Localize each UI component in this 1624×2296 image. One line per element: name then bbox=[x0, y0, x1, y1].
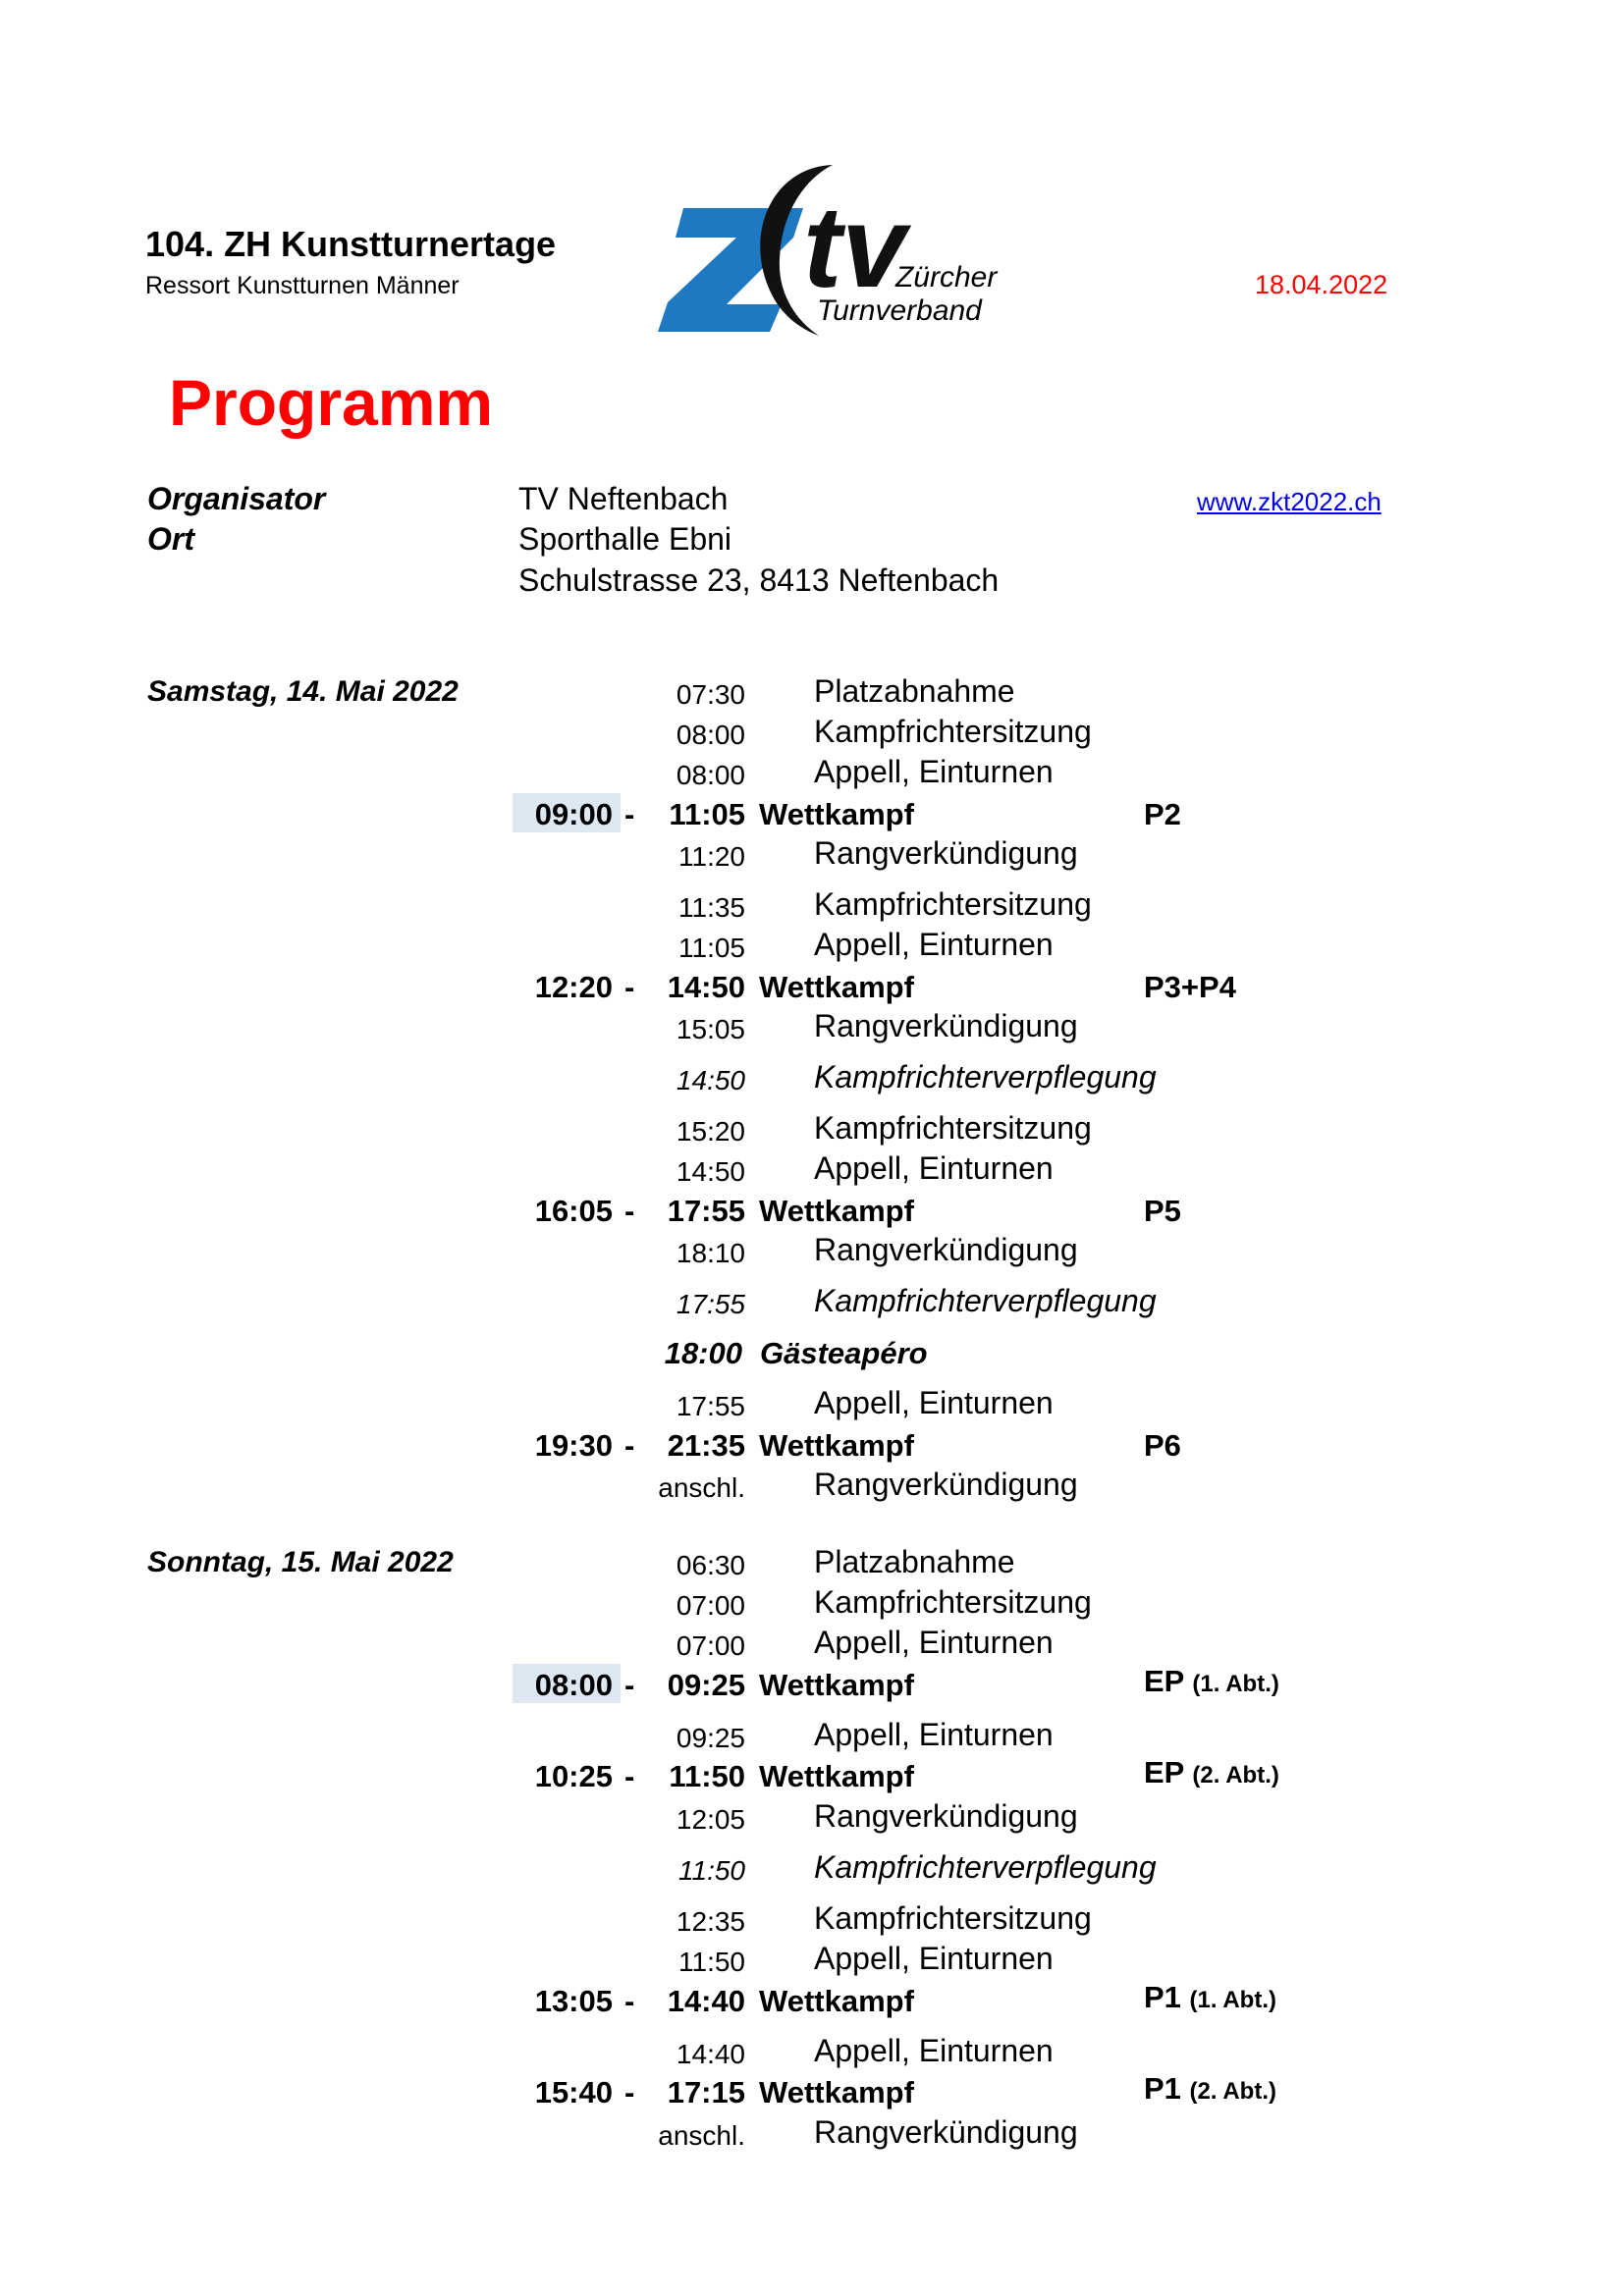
schedule-row bbox=[0, 1150, 1624, 1190]
start-time: 09:00 bbox=[534, 797, 613, 831]
schedule-row bbox=[0, 1467, 1624, 1506]
place-value: Sporthalle Ebni bbox=[518, 521, 732, 557]
row-label: Wettkampf bbox=[759, 2075, 914, 2109]
row-time: 18:00 bbox=[664, 1336, 742, 1370]
row-time: 09:25 bbox=[676, 1723, 745, 1753]
schedule-row bbox=[0, 1900, 1624, 1940]
end-time: 14:40 bbox=[667, 1984, 745, 2018]
end-time: 17:55 bbox=[667, 1194, 745, 1228]
end-time: 14:50 bbox=[667, 970, 745, 1004]
schedule-row bbox=[0, 1849, 1624, 1889]
category-division: (2. Abt.) bbox=[1189, 2078, 1276, 2105]
logo-text-turnverband: Turnverband bbox=[817, 294, 982, 327]
row-time: 17:55 bbox=[676, 1289, 745, 1319]
end-time: 11:50 bbox=[669, 1759, 745, 1793]
row-time: 14:50 bbox=[676, 1156, 745, 1187]
row-time: 14:50 bbox=[676, 1065, 745, 1095]
document-date: 18.04.2022 bbox=[1255, 270, 1388, 299]
category-code: P5 bbox=[1144, 1194, 1181, 1228]
competition-row bbox=[0, 2073, 1624, 2112]
row-time: 07:30 bbox=[676, 679, 745, 710]
row-time: 15:20 bbox=[676, 1116, 745, 1147]
row-label: Wettkampf bbox=[759, 1428, 914, 1463]
row-label: Kampfrichterverpflegung bbox=[814, 1283, 1157, 1318]
row-label: Appell, Einturnen bbox=[814, 1717, 1054, 1752]
ressort-subtitle: Ressort Kunstturnen Männer bbox=[145, 272, 460, 299]
row-time: 11:35 bbox=[678, 892, 745, 923]
row-label: Kampfrichtersitzung bbox=[814, 714, 1092, 749]
category-division: (1. Abt.) bbox=[1192, 1671, 1279, 1697]
start-time: 19:30 bbox=[534, 1428, 613, 1463]
row-time: 07:00 bbox=[676, 1590, 745, 1621]
category bbox=[1144, 1980, 1276, 2015]
row-label: Appell, Einturnen bbox=[814, 927, 1054, 962]
row-time: 12:05 bbox=[676, 1804, 745, 1835]
address-value: Schulstrasse 23, 8413 Neftenbach bbox=[518, 562, 1000, 598]
schedule-row bbox=[0, 927, 1624, 966]
row-time: 12:35 bbox=[676, 1906, 745, 1937]
category-division: (2. Abt.) bbox=[1192, 1762, 1279, 1789]
schedule-row bbox=[0, 1625, 1624, 1664]
row-time: 11:05 bbox=[678, 933, 745, 963]
category bbox=[1144, 970, 1236, 1005]
row-label: Wettkampf bbox=[759, 1194, 914, 1228]
row-label: Appell, Einturnen bbox=[814, 754, 1054, 789]
row-time: 17:55 bbox=[676, 1391, 745, 1421]
row-time: anschl. bbox=[658, 2120, 745, 2151]
sunday-heading: Sonntag, 15. Mai 2022 bbox=[147, 1546, 454, 1578]
row-label: Platzabnahme bbox=[814, 673, 1015, 709]
row-label: Appell, Einturnen bbox=[814, 1150, 1054, 1186]
schedule-row bbox=[0, 1110, 1624, 1149]
end-time: 09:25 bbox=[667, 1668, 745, 1702]
row-label: Kampfrichtersitzung bbox=[814, 886, 1092, 922]
schedule-row bbox=[0, 835, 1624, 875]
row-label: Rangverkündigung bbox=[814, 1798, 1078, 1834]
start-time: 08:00 bbox=[534, 1668, 613, 1702]
time-dash: - bbox=[624, 1428, 635, 1463]
schedule-row bbox=[0, 1232, 1624, 1271]
row-time: 14:40 bbox=[676, 2039, 745, 2069]
end-time: 21:35 bbox=[667, 1428, 745, 1463]
category-code: EP bbox=[1144, 1755, 1184, 1789]
schedule-row bbox=[0, 714, 1624, 753]
schedule-row bbox=[0, 1798, 1624, 1838]
row-label: Kampfrichtersitzung bbox=[814, 1900, 1092, 1936]
schedule-row bbox=[0, 2114, 1624, 2154]
row-label: Rangverkündigung bbox=[814, 1467, 1078, 1502]
category-division: (1. Abt.) bbox=[1189, 1987, 1276, 2013]
schedule-row bbox=[0, 1283, 1624, 1322]
competition-row bbox=[0, 1192, 1624, 1231]
category-code: P6 bbox=[1144, 1428, 1181, 1463]
row-time: 08:00 bbox=[676, 760, 745, 790]
organizer-value: TV Neftenbach bbox=[518, 481, 729, 516]
row-label: Platzabnahme bbox=[814, 1544, 1015, 1579]
row-label: Appell, Einturnen bbox=[814, 1625, 1054, 1660]
category-code: P1 bbox=[1144, 2071, 1181, 2106]
row-time: 08:00 bbox=[676, 720, 745, 750]
place-label: Ort bbox=[147, 521, 194, 557]
row-label: Wettkampf bbox=[759, 970, 914, 1004]
category bbox=[1144, 797, 1181, 832]
category-code: EP bbox=[1144, 1664, 1184, 1698]
schedule-row bbox=[0, 673, 1624, 713]
schedule-row bbox=[0, 1008, 1624, 1047]
row-time: 15:05 bbox=[676, 1014, 745, 1044]
schedule-row bbox=[0, 1385, 1624, 1424]
row-time: 11:50 bbox=[678, 1947, 745, 1977]
row-label: Wettkampf bbox=[759, 1668, 914, 1702]
competition-row bbox=[0, 1757, 1624, 1796]
time-dash: - bbox=[624, 1194, 635, 1228]
category bbox=[1144, 1664, 1279, 1699]
schedule-row bbox=[0, 886, 1624, 926]
category-code: P2 bbox=[1144, 797, 1181, 831]
schedule-row bbox=[0, 1717, 1624, 1756]
logo-tv-letters: tv bbox=[803, 183, 906, 312]
row-label: Wettkampf bbox=[759, 1984, 914, 2018]
start-time: 15:40 bbox=[534, 2075, 613, 2109]
row-label: Rangverkündigung bbox=[814, 1008, 1078, 1043]
row-label: Kampfrichtersitzung bbox=[814, 1110, 1092, 1146]
category bbox=[1144, 1755, 1279, 1790]
competition-row bbox=[0, 1982, 1624, 2021]
end-time: 17:15 bbox=[667, 2075, 745, 2109]
start-time: 16:05 bbox=[534, 1194, 613, 1228]
category bbox=[1144, 1194, 1181, 1229]
time-dash: - bbox=[624, 797, 635, 831]
start-time: 12:20 bbox=[534, 970, 613, 1004]
category-code: P3+P4 bbox=[1144, 970, 1236, 1004]
row-label: Appell, Einturnen bbox=[814, 2033, 1054, 2068]
row-label: Rangverkündigung bbox=[814, 835, 1078, 871]
competition-row bbox=[0, 795, 1624, 834]
time-dash: - bbox=[624, 1668, 635, 1702]
website-link[interactable]: www.zkt2022.ch bbox=[1197, 487, 1381, 516]
row-label: Wettkampf bbox=[759, 1759, 914, 1793]
row-label: Appell, Einturnen bbox=[814, 1941, 1054, 1976]
schedule-row bbox=[0, 1544, 1624, 1583]
start-time: 13:05 bbox=[534, 1984, 613, 2018]
row-time: 11:20 bbox=[678, 841, 745, 872]
row-label: Appell, Einturnen bbox=[814, 1385, 1054, 1420]
time-dash: - bbox=[624, 2075, 635, 2109]
schedule-row bbox=[0, 2033, 1624, 2072]
schedule-row bbox=[0, 754, 1624, 793]
row-label: Gästeapéro bbox=[760, 1336, 928, 1370]
time-dash: - bbox=[624, 970, 635, 1004]
row-label: Kampfrichterverpflegung bbox=[814, 1059, 1157, 1095]
row-time: 18:10 bbox=[676, 1238, 745, 1268]
start-time: 10:25 bbox=[534, 1759, 613, 1793]
schedule-row bbox=[0, 1334, 1624, 1373]
logo-text-zuercher: Zürcher bbox=[895, 261, 998, 294]
event-title: 104. ZH Kunstturnertage bbox=[145, 224, 557, 264]
time-dash: - bbox=[624, 1759, 635, 1793]
saturday-heading: Samstag, 14. Mai 2022 bbox=[147, 675, 459, 708]
row-label: Rangverkündigung bbox=[814, 2114, 1078, 2150]
row-time: anschl. bbox=[658, 1472, 745, 1503]
schedule-row bbox=[0, 1059, 1624, 1098]
competition-row bbox=[0, 1426, 1624, 1466]
row-time: 06:30 bbox=[676, 1550, 745, 1580]
competition-row bbox=[0, 1666, 1624, 1705]
schedule-row bbox=[0, 1941, 1624, 1980]
category-code: P1 bbox=[1144, 1980, 1181, 2014]
schedule-row bbox=[0, 1584, 1624, 1624]
time-dash: - bbox=[624, 1984, 635, 2018]
category bbox=[1144, 1428, 1181, 1464]
row-label: Wettkampf bbox=[759, 797, 914, 831]
page-title: Programm bbox=[169, 366, 494, 439]
row-time: 11:50 bbox=[678, 1855, 745, 1886]
end-time: 11:05 bbox=[669, 797, 745, 831]
competition-row bbox=[0, 968, 1624, 1007]
row-label: Kampfrichterverpflegung bbox=[814, 1849, 1157, 1885]
category bbox=[1144, 2071, 1276, 2107]
row-time: 07:00 bbox=[676, 1630, 745, 1661]
row-label: Rangverkündigung bbox=[814, 1232, 1078, 1267]
row-label: Kampfrichtersitzung bbox=[814, 1584, 1092, 1620]
organizer-label: Organisator bbox=[147, 481, 326, 516]
